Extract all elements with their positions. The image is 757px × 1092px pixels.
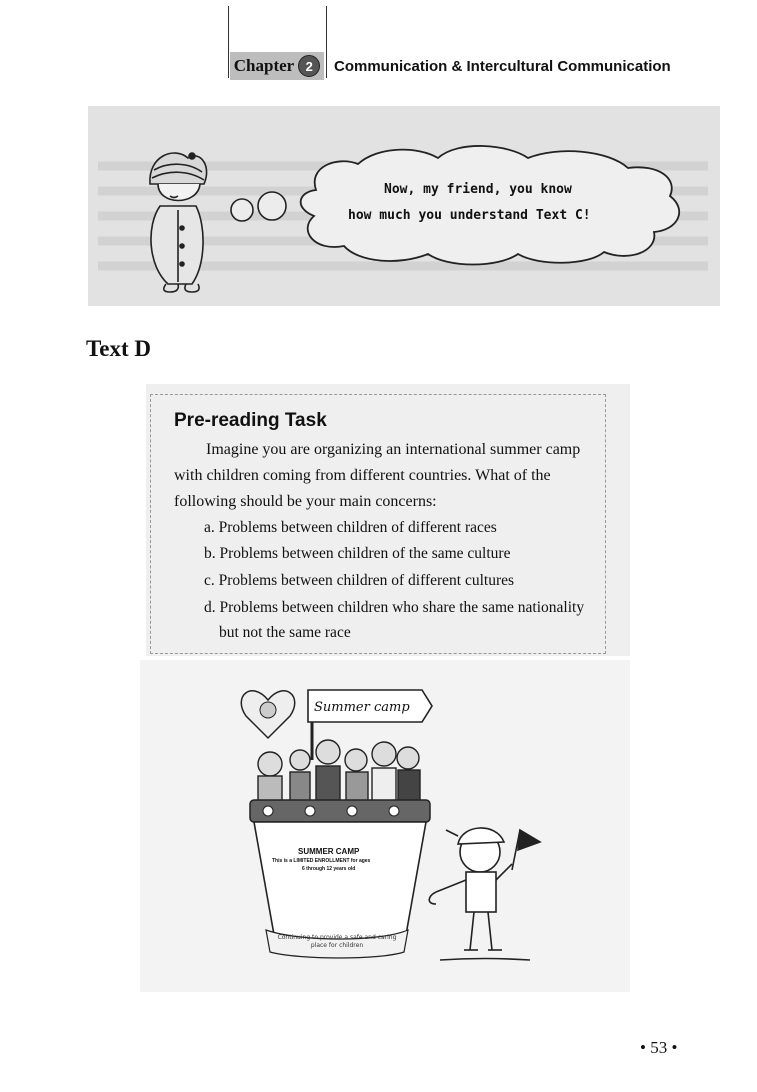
pot-rim bbox=[250, 800, 430, 822]
pre-reading-title: Pre-reading Task bbox=[174, 410, 327, 431]
turban-figure-illustration bbox=[88, 106, 720, 306]
pot-line-2: 6 through 12 years old bbox=[302, 866, 356, 872]
bubble-line-2: how much you understand Text C! bbox=[348, 208, 591, 223]
pre-reading-prompt: Imagine you are organizing an international summer camp with children coming from different countries. What of the following should be your main concerns: bbox=[174, 441, 581, 510]
section-heading: Text D bbox=[86, 336, 151, 361]
thought-dot-small bbox=[231, 199, 253, 221]
header-rule-left bbox=[228, 6, 229, 78]
pot-line-1: This is a LIMITED ENROLLMENT for ages bbox=[272, 858, 371, 864]
page-number: • 53 • bbox=[640, 1038, 678, 1057]
pot-title: SUMMER CAMP bbox=[298, 847, 360, 856]
reflection-panel bbox=[88, 106, 720, 306]
children-group bbox=[258, 740, 420, 802]
option-d: d. Problems between children who share the same nationality bbox=[204, 599, 585, 616]
chapter-word: Chapter bbox=[233, 56, 295, 75]
header-rule-right bbox=[326, 6, 327, 78]
flower-pot bbox=[254, 822, 426, 946]
chapter-title: Communication & Intercultural Communication bbox=[334, 58, 671, 75]
turban-figure bbox=[150, 153, 207, 292]
thought-dot-large bbox=[258, 192, 286, 220]
option-d-continued: but not the same race bbox=[219, 624, 351, 641]
thought-cloud bbox=[301, 146, 680, 265]
option-b: b. Problems between children of the same culture bbox=[204, 545, 511, 562]
option-c: c. Problems between children of different cultures bbox=[204, 572, 515, 589]
chapter-badge bbox=[230, 52, 324, 80]
boy-with-flag bbox=[429, 828, 540, 960]
chapter-number: 2 bbox=[298, 55, 320, 77]
pot-ribbon-text: Continuing to provide a safe and caring place for children bbox=[277, 934, 397, 949]
bubble-line-1: Now, my friend, you know bbox=[384, 182, 572, 197]
sign-label: Summer camp bbox=[314, 700, 410, 715]
option-a: a. Problems between children of different races bbox=[204, 519, 497, 536]
